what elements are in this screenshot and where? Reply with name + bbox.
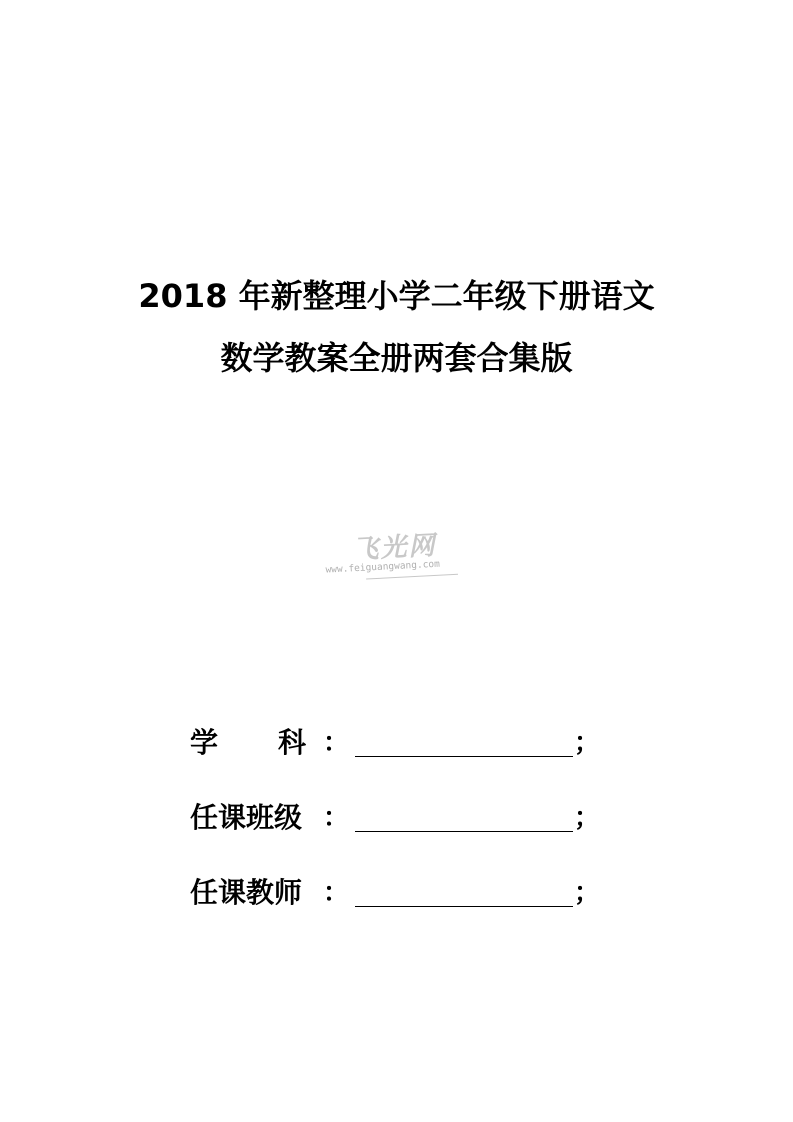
subject-field-semicolon: ； — [574, 728, 601, 758]
subject-field-row — [190, 722, 610, 762]
subject-label-char-1: 学 — [190, 726, 219, 759]
class-field-colon: ： — [323, 803, 350, 833]
subject-label-char-2: 科 — [277, 726, 306, 759]
subject-field-colon: ： — [323, 728, 350, 758]
watermark-underline — [366, 574, 458, 580]
watermark-logo-text: 飞光网 — [351, 530, 438, 566]
teacher-field-row — [190, 872, 610, 912]
subject-fill-line[interactable] — [355, 756, 573, 757]
teacher-fill-line[interactable] — [355, 906, 573, 907]
document-title-line-2: 数学教案全册两套合集版 — [220, 339, 573, 377]
class-field-row — [190, 797, 610, 837]
class-field-label: 任课班级 — [190, 801, 303, 834]
class-field-semicolon: ； — [574, 803, 601, 833]
teacher-field-colon: ： — [323, 878, 350, 908]
document-title-line-1: 2018 年新整理小学二年级下册语文 — [138, 277, 655, 315]
subject-field-label — [190, 726, 306, 760]
watermark-logo — [324, 523, 467, 590]
class-fill-line[interactable] — [355, 831, 573, 832]
teacher-field-label: 任课教师 — [190, 876, 303, 909]
watermark-url: www.feiguangwang.com — [325, 558, 441, 576]
teacher-field-semicolon: ； — [574, 878, 601, 908]
